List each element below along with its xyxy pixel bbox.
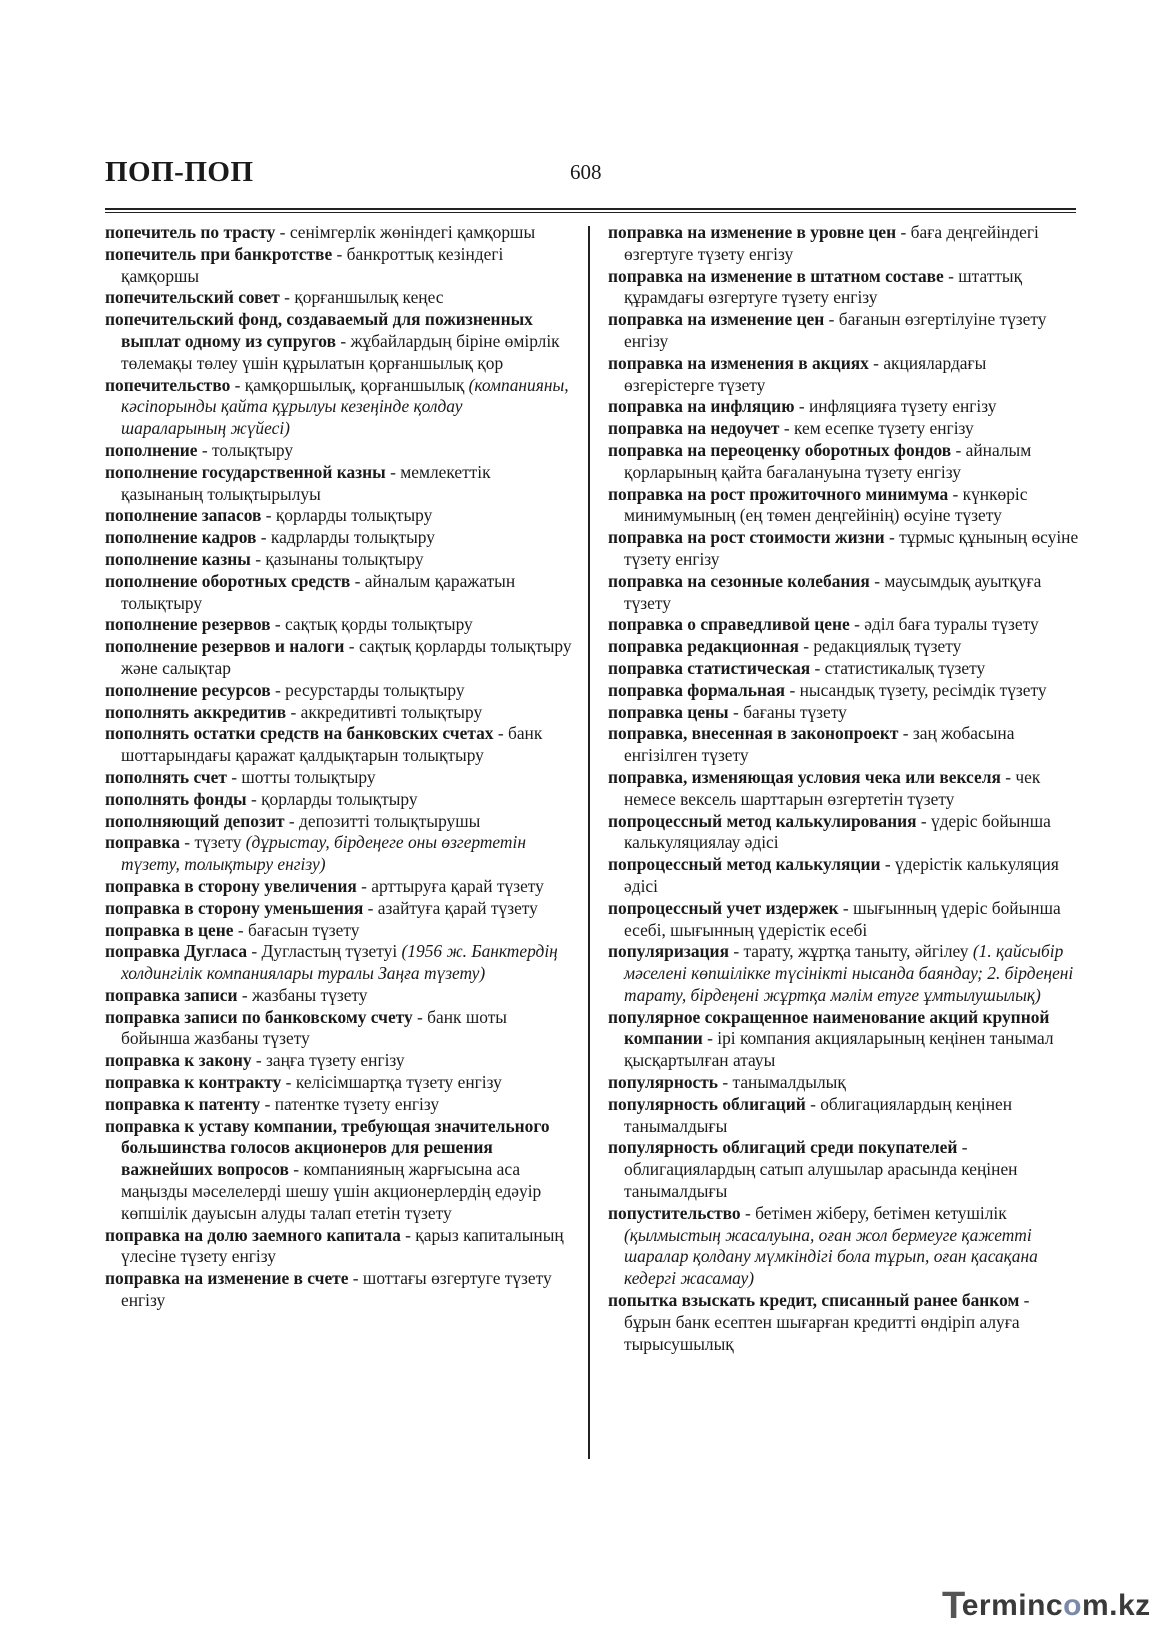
entry-term: попечитель по трасту xyxy=(105,222,276,242)
entry-definition: - үдерістік калькуляция әдісі xyxy=(624,854,1059,896)
entry-term: поправка Дугласа xyxy=(105,941,248,962)
dictionary-entry xyxy=(105,527,572,549)
dictionary-entry xyxy=(105,614,572,636)
entry-term: поправка xyxy=(105,832,180,853)
entry-definition: - қарыз капиталының үлесіне түзету енгізу xyxy=(121,1224,564,1267)
dictionary-entry xyxy=(608,396,1079,418)
entry-note: (қылмыстың жасалуына, оған жол бермеуге қажетті шаралар қолдану мүмкіндігі бола тұрып, оған қасақана кедергі жасамау) xyxy=(624,1224,1038,1289)
entry-note: (1956 ж. Банктердің холдингілік компаниялары туралы Заңға түзету) xyxy=(121,941,558,984)
entry-note: (1. қайсыбір мәселені көпшілікке түсінікті нысанда баяндау; 2. бірдеңені тарату, бірдеңені жұртқа мәлім етуге ұмтылушылық) xyxy=(624,941,1074,1005)
dictionary-entry xyxy=(608,941,1079,1006)
dictionary-entry xyxy=(105,1050,572,1072)
dictionary-entry xyxy=(105,549,572,571)
entry-term: поправка на рост стоимости жизни xyxy=(608,527,885,548)
dictionary-entry xyxy=(608,527,1079,571)
dictionary-entry xyxy=(105,767,572,789)
entry-definition: - қорғаншылық кеңес xyxy=(279,287,444,308)
entry-term: пополнение резервов и налоги xyxy=(105,636,345,657)
entry-definition: - сақтық қорларды толықтыру және салықтар xyxy=(121,636,572,678)
entry-term: поправка к закону xyxy=(105,1050,252,1071)
entry-term: популярность облигаций xyxy=(608,1093,806,1114)
entry-term: поправка на изменение в штатном составе xyxy=(608,265,944,286)
header-rule xyxy=(105,208,1076,213)
logo-text: ermincom.kz xyxy=(961,1589,1151,1622)
entry-term: поправка на долю заемного капитала xyxy=(105,1224,401,1245)
entry-term: пополнение резервов xyxy=(105,614,271,635)
dictionary-entry xyxy=(608,811,1079,855)
dictionary-entry xyxy=(608,723,1079,767)
entry-term: поправка на инфляцию xyxy=(608,396,795,417)
entry-term: попечительский фонд, создаваемый для пожизненных выплат одному из супругов xyxy=(105,309,533,351)
dictionary-entry xyxy=(105,636,572,680)
entry-definition: - мемлекеттік қазынаның толықтырылуы xyxy=(121,461,491,504)
entry-definition: - үдеріс бойынша калькуляциялау әдісі xyxy=(624,810,1051,853)
entry-term: пополнение ресурсов xyxy=(105,679,271,700)
dictionary-entry xyxy=(105,920,572,942)
entry-term: попечитель при банкротстве xyxy=(105,243,333,264)
dictionary-entry xyxy=(105,309,572,374)
logo-t-mark: T xyxy=(942,1585,966,1627)
entry-term: пополняющий депозит xyxy=(105,810,285,831)
dictionary-entry xyxy=(608,1290,1079,1355)
dictionary-entry xyxy=(105,375,572,440)
entry-term: поправка записи xyxy=(105,984,238,1005)
dictionary-entry xyxy=(105,811,572,833)
dictionary-entry xyxy=(608,309,1079,353)
entry-term: поправка на изменения в акциях xyxy=(608,352,869,373)
entry-term: поправка на изменение цен xyxy=(608,309,825,330)
entry-term: поправка о справедливой цене xyxy=(608,614,850,635)
entry-definition: - редакциялық түзету xyxy=(798,636,962,657)
entry-definition: - әділ баға туралы түзету xyxy=(849,614,1039,635)
dictionary-entry xyxy=(105,1072,572,1094)
entry-term: поправка в цене xyxy=(105,919,234,940)
entry-definition: - шығынның үдеріс бойынша есебі, шығынның үдерістік есебі xyxy=(624,897,1061,940)
entry-definition: - бетімен жіберу, бетімен кетушілік xyxy=(740,1202,1007,1223)
entry-term: поправка к уставу компании, требующая значительного большинства голосов акционеров для решения важнейших вопросов xyxy=(105,1115,550,1180)
dictionary-entry xyxy=(105,832,572,876)
dictionary-entry xyxy=(608,418,1079,440)
entry-definition: - айналым қаражатын толықтыру xyxy=(121,570,516,613)
entry-term: поправка статистическая xyxy=(608,657,811,678)
dictionary-entry xyxy=(105,941,572,985)
entry-term: поправка к патенту xyxy=(105,1093,261,1114)
entry-definition: - кем есепке түзету енгізу xyxy=(779,418,974,439)
entry-definition: - бұрын банк есептен шығарған кредитті өндіріп алуға тырысушылық xyxy=(624,1290,1030,1354)
entry-term: поправка на недоучет xyxy=(608,418,780,439)
dictionary-entry xyxy=(105,1268,572,1312)
entry-term: поправка на сезонные колебания xyxy=(608,570,870,591)
entry-term: популяризация xyxy=(608,941,729,962)
dictionary-entry xyxy=(105,702,572,724)
dictionary-entry xyxy=(105,244,572,288)
entry-definition: - толықтыру xyxy=(197,439,294,460)
entry-definition: - бағасын түзету xyxy=(233,919,360,940)
entry-term: попроцессный учет издержек xyxy=(608,897,839,918)
entry-term: пополнение запасов xyxy=(105,505,262,526)
entry-term: поправка к контракту xyxy=(105,1072,282,1093)
entry-definition: - танымалдылық xyxy=(718,1072,846,1093)
entry-term: пополнять аккредитив xyxy=(105,701,287,722)
entry-definition: - заңға түзету енгізу xyxy=(251,1050,405,1071)
dictionary-entry xyxy=(608,898,1079,942)
entry-definition: - шоттағы өзгертуге түзету енгізу xyxy=(121,1268,552,1311)
dictionary-entry xyxy=(608,353,1079,397)
entry-term: пополнение xyxy=(105,439,198,460)
dictionary-entry xyxy=(105,876,572,898)
entry-term: поправка, изменяющая условия чека или векселя xyxy=(608,766,1001,787)
dictionary-entry xyxy=(608,266,1079,310)
entry-term: поправка на изменение в уровне цен xyxy=(608,222,897,242)
dictionary-entry xyxy=(608,636,1079,658)
entry-definition: - инфляцияға түзету енгізу xyxy=(794,396,997,417)
entry-definition: - жұбайлардың біріне өмірлік төлемақы төлеу үшін құрылатын қорғаншылық қор xyxy=(121,330,560,373)
dictionary-entry xyxy=(105,222,572,244)
entry-definition: - бағаны түзету xyxy=(728,701,847,722)
entry-definition: - компанияның жарғысына аса маңызды мәселелерді шешу үшін акционерлердің едәуір көпшілік дауысын алуды талап ететін түзету xyxy=(121,1159,542,1223)
entry-definition: - айналым қорларының қайта бағалануына түзету енгізу xyxy=(624,439,1032,482)
dictionary-entry xyxy=(608,767,1079,811)
entry-definition: - азайтуға қарай түзету xyxy=(363,897,538,918)
left-column xyxy=(105,222,572,1312)
entry-term: популярное сокращенное наименование акций крупной компании xyxy=(608,1006,1050,1049)
entry-term: пополнять фонды xyxy=(105,788,247,809)
entry-term: пополнение казны xyxy=(105,548,251,569)
entry-term: попроцессный метод калькулирования xyxy=(608,810,917,831)
entry-definition: - ресурстарды толықтыру xyxy=(270,679,465,700)
entry-term: поправка записи по банковскому счету xyxy=(105,1006,413,1027)
entry-term: пополнение оборотных средств xyxy=(105,570,351,591)
entry-term: популярность xyxy=(608,1072,719,1093)
entry-definition: - облигациялардың кеңінен танымалдығы xyxy=(624,1093,1013,1136)
dictionary-entry xyxy=(105,1225,572,1269)
entry-definition: - кадрларды толықтыру xyxy=(256,527,435,548)
entry-definition: - Дугластың түзетуі xyxy=(247,941,402,962)
entry-definition: - қорларды толықтыру xyxy=(261,505,433,526)
entry-definition: - келісімшартқа түзету енгізу xyxy=(281,1072,502,1093)
entry-term: пополнять счет xyxy=(105,766,227,787)
dictionary-entry xyxy=(608,680,1079,702)
dictionary-entry xyxy=(608,1094,1079,1138)
entry-note: (дұрыстау, бірдеңеге оны өзгертетін түзету, толықтыру енгізу) xyxy=(121,832,526,875)
dictionary-entry xyxy=(608,614,1079,636)
entry-definition: - қамқоршылық, қорғаншылық xyxy=(230,374,469,395)
dictionary-entry xyxy=(608,702,1079,724)
entry-definition: - акциялардағы өзгерістерге түзету xyxy=(624,352,987,395)
entry-definition: - тұрмыс құнының өсуіне түзету енгізу xyxy=(624,527,1079,569)
entry-term: поправка на рост прожиточного минимума xyxy=(608,483,949,504)
page-number: 608 xyxy=(570,160,602,184)
entry-definition: - бағанын өзгертілуіне түзету енгізу xyxy=(624,309,1047,351)
entry-definition: - арттыруға қарай түзету xyxy=(356,875,544,896)
dictionary-entry xyxy=(105,898,572,920)
column-divider xyxy=(588,226,590,1459)
entry-term: попустительство xyxy=(608,1202,741,1223)
entry-term: поправка, внесенная в законопроект xyxy=(608,723,899,744)
entry-definition: - шотты толықтыру xyxy=(226,766,376,787)
entry-definition: - нысандық түзету, ресімдік түзету xyxy=(785,679,1047,700)
dictionary-entry xyxy=(105,462,572,506)
dictionary-entry xyxy=(608,1072,1079,1094)
entry-term: попытка взыскать кредит, списанный ранее банком xyxy=(608,1290,1020,1311)
entry-definition: - сенімгерлік жөніндегі қамқоршы xyxy=(275,222,536,242)
entry-note: (компанияны, кәсіпорынды қайта құрылуы кезеңінде қолдау шараларының жүйесі) xyxy=(121,374,569,439)
entry-term: пополнять остатки средств на банковских счетах xyxy=(105,723,494,744)
dictionary-entry xyxy=(105,571,572,615)
entry-definition: - банк шоты бойынша жазбаны түзету xyxy=(121,1006,507,1049)
dictionary-entry xyxy=(608,222,1079,266)
dictionary-entry xyxy=(105,789,572,811)
entry-definition: - баға деңгейіндегі өзгертуге түзету енгізу xyxy=(624,222,1039,264)
entry-term: поправка в сторону уменьшения xyxy=(105,897,364,918)
entry-definition: - патентке түзету енгізу xyxy=(260,1093,440,1114)
entry-definition: - заң жобасына енгізілген түзету xyxy=(624,723,1015,766)
entry-definition: - қорларды толықтыру xyxy=(246,788,418,809)
entry-definition: - депозитті толықтырушы xyxy=(284,810,481,831)
entry-term: поправка в сторону увеличения xyxy=(105,875,357,896)
entry-definition: - жазбаны түзету xyxy=(237,984,368,1005)
entry-term: пополнение кадров xyxy=(105,527,257,548)
entry-definition: - қазынаны толықтыру xyxy=(250,548,424,569)
right-column xyxy=(608,222,1079,1355)
entry-definition: - штаттық құрамдағы өзгертуге түзету енгізу xyxy=(624,265,1023,308)
dictionary-entry xyxy=(105,680,572,702)
entry-term: попечительский совет xyxy=(105,287,280,308)
dictionary-entry xyxy=(608,1137,1079,1202)
entry-term: поправка формальная xyxy=(608,679,786,700)
dictionary-entry xyxy=(105,985,572,1007)
dictionary-entry xyxy=(105,1094,572,1116)
entry-definition: - маусымдық ауытқуға түзету xyxy=(624,570,1042,613)
dictionary-entry xyxy=(608,658,1079,680)
entry-definition: - күнкөріс минимумының (ең төмен деңгейінің) өсуіне түзету xyxy=(624,483,1028,526)
entry-term: попечительство xyxy=(105,374,231,395)
dictionary-entry xyxy=(608,1203,1079,1290)
entry-term: поправка цены xyxy=(608,701,729,722)
dictionary-entry xyxy=(608,1007,1079,1072)
entry-definition: - тарату, жұртқа таныту, әйгілеу xyxy=(729,941,973,962)
dictionary-entry xyxy=(608,571,1079,615)
entry-definition: - статистикалық түзету xyxy=(810,657,986,678)
entry-definition: - түзету xyxy=(179,832,246,853)
entry-term: популярность облигаций среди покупателей xyxy=(608,1137,958,1158)
entry-definition: - банк шоттарындағы қаражат қалдықтарын толықтыру xyxy=(121,723,543,766)
dictionary-entry xyxy=(105,1007,572,1051)
entry-term: пополнение государственной казны xyxy=(105,461,386,482)
entry-definition: - банкроттық кезіндегі қамқоршы xyxy=(121,243,504,286)
entry-term: поправка на изменение в счете xyxy=(105,1268,349,1289)
dictionary-entry xyxy=(105,1116,572,1225)
entry-definition: - ірі компания акцияларының кеңінен танымал қысқартылған атауы xyxy=(624,1028,1054,1071)
dictionary-entry xyxy=(105,723,572,767)
dictionary-entry xyxy=(105,440,572,462)
entry-definition: - сақтық қорды толықтыру xyxy=(270,614,473,635)
entry-term: поправка на переоценку оборотных фондов xyxy=(608,439,952,460)
entry-definition: - чек немесе вексель шарттарын өзгертетін түзету xyxy=(624,766,1041,809)
watermark-logo xyxy=(942,1582,1151,1625)
entry-definition: - облигациялардың сатып алушылар арасында кеңінен танымалдығы xyxy=(624,1137,1018,1202)
dictionary-entry xyxy=(105,287,572,309)
dictionary-entry xyxy=(608,484,1079,528)
dictionary-entry xyxy=(608,854,1079,898)
entry-term: попроцессный метод калькуляции xyxy=(608,854,881,875)
entry-definition: - аккредитивті толықтыру xyxy=(286,701,483,722)
entry-term: поправка редакционная xyxy=(608,636,799,657)
dictionary-entry xyxy=(608,440,1079,484)
page-header-title: ПОП-ПОП xyxy=(105,156,254,188)
dictionary-entry xyxy=(105,505,572,527)
